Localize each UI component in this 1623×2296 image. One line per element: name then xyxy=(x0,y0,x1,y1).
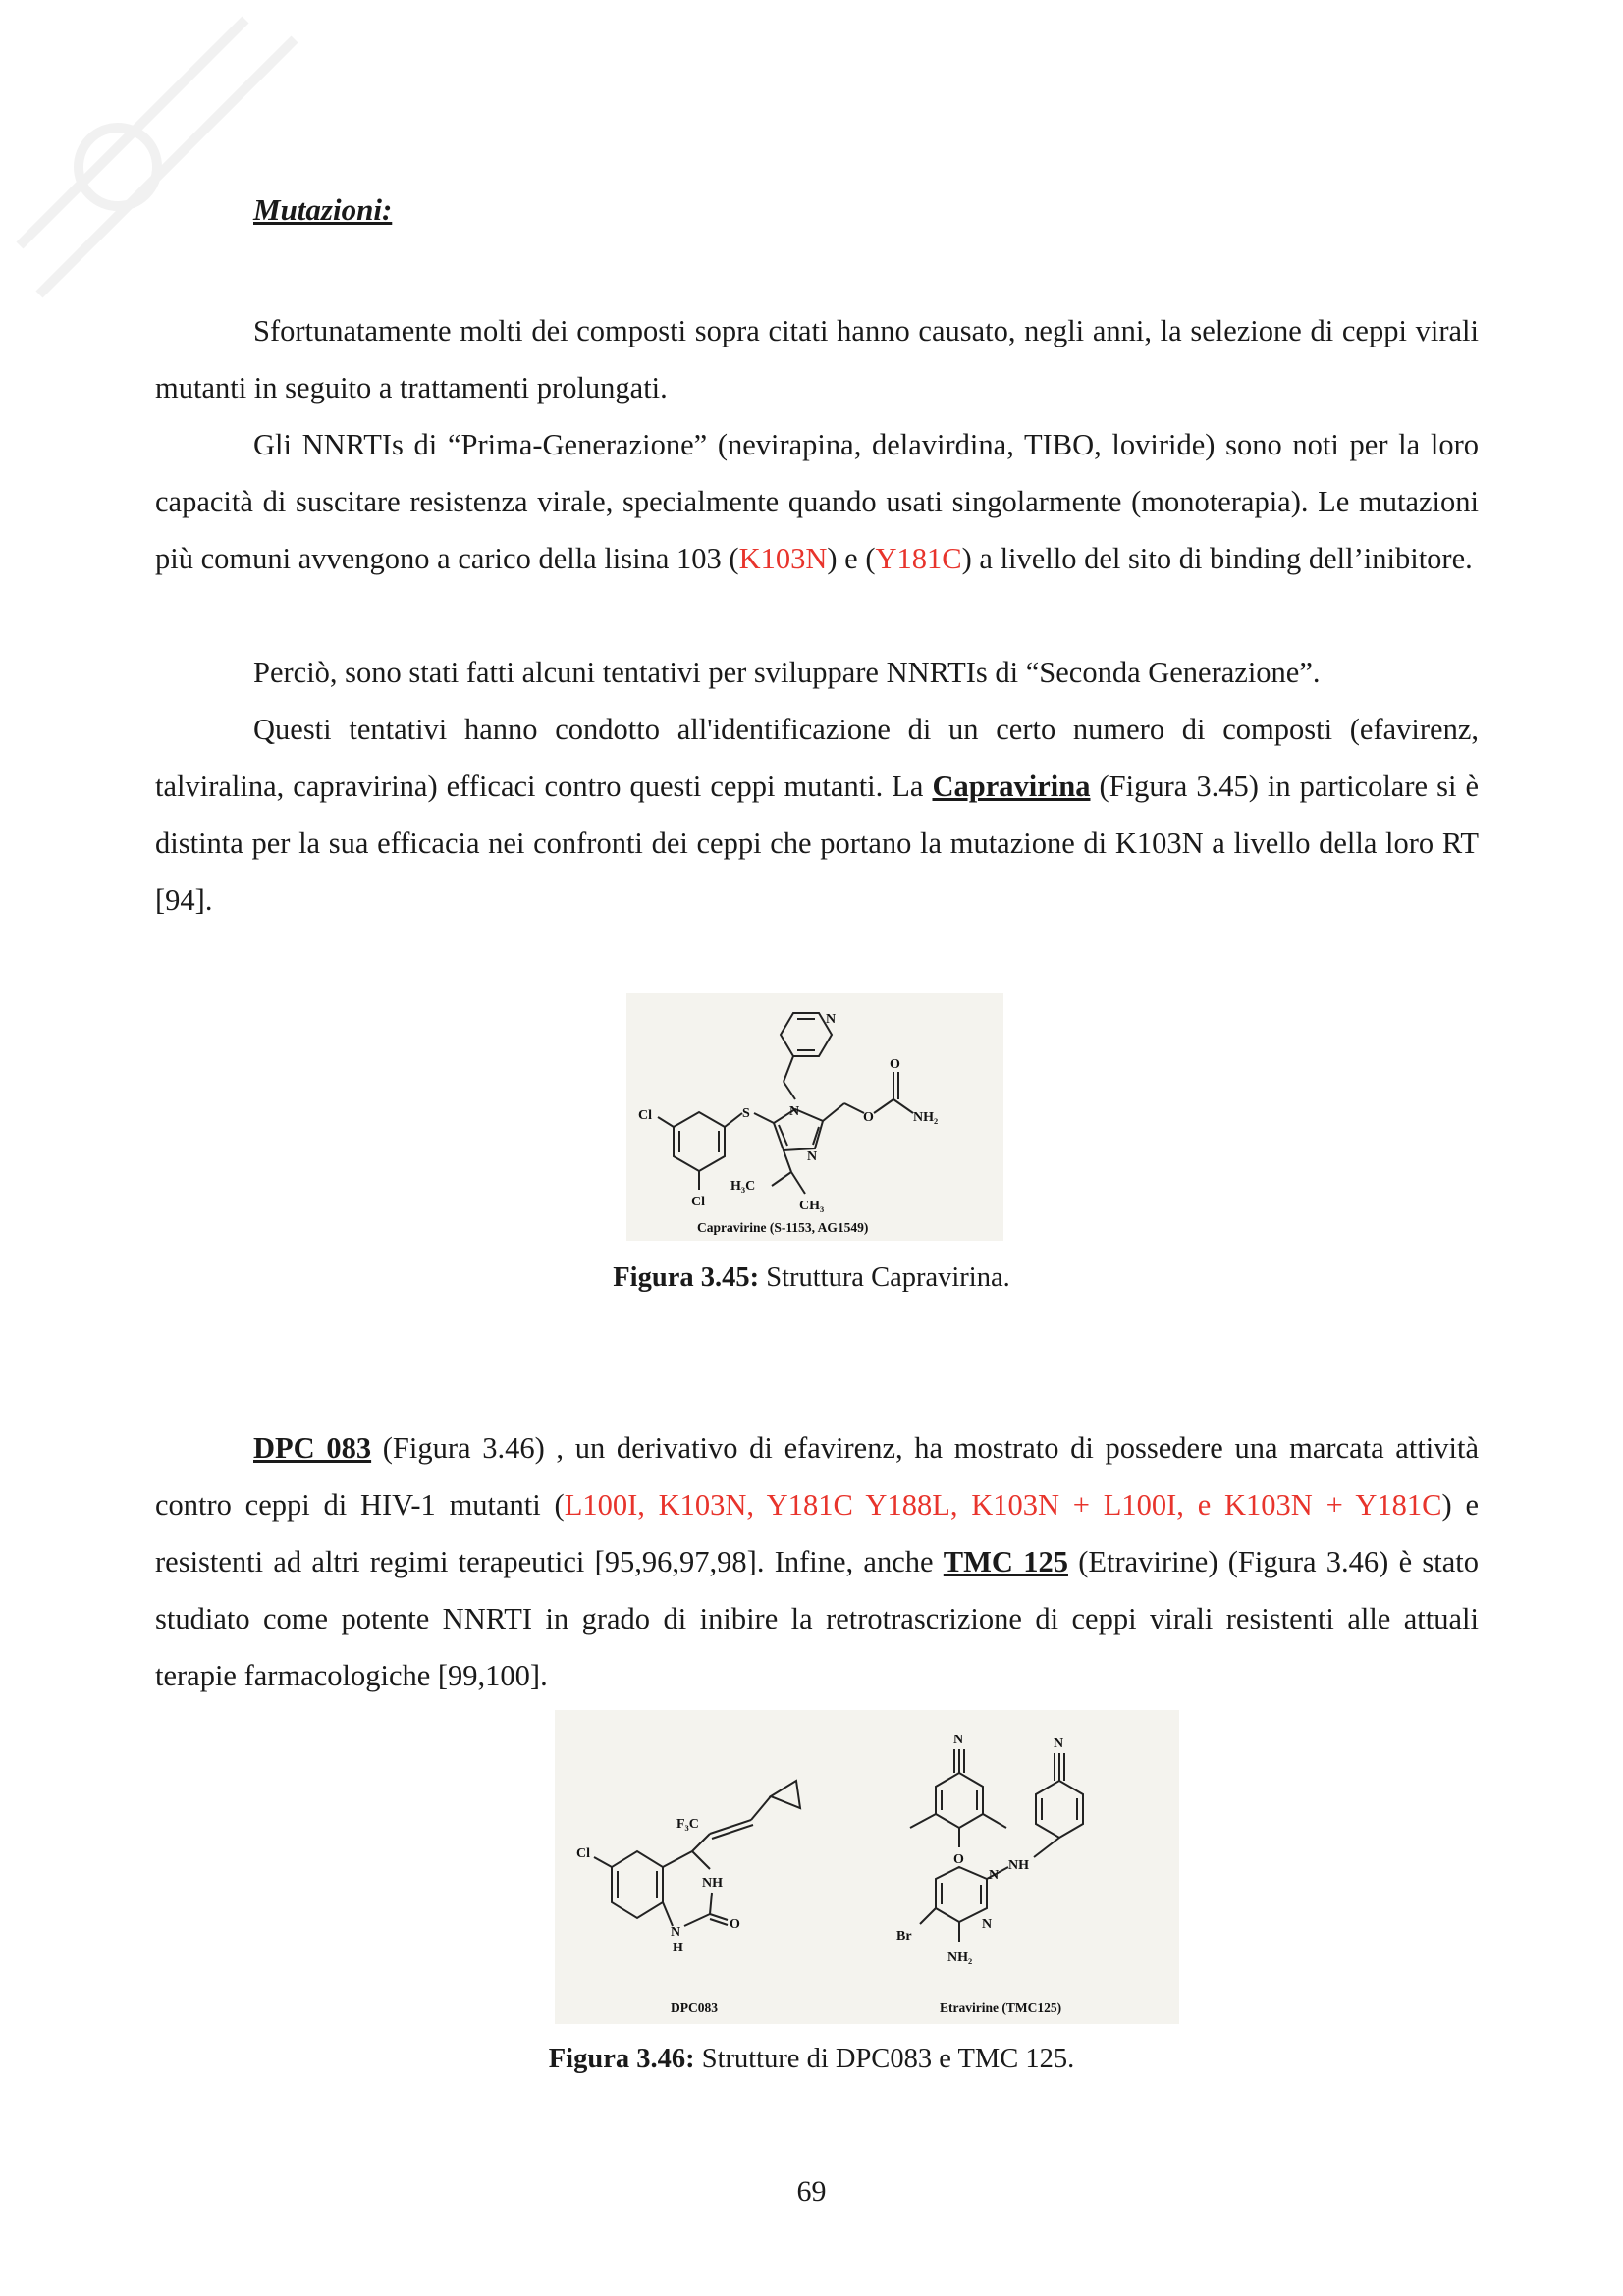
label-o: O xyxy=(730,1917,740,1932)
label-nh2: NH₂ xyxy=(913,1110,939,1125)
caption-text: Struttura Capravirina. xyxy=(759,1262,1010,1293)
caption-text: Strutture di DPC083 e TMC 125. xyxy=(694,2044,1075,2074)
label-nh2: NH₂ xyxy=(947,1950,973,1965)
paragraph-5-text-a: (Figura 3.46) , un derivativo di efavirenz, ha mostrato di possedere una marcata attività contro ceppi di HIV-1 mutanti ( xyxy=(155,1431,1480,1522)
paragraph-4 xyxy=(155,701,1479,929)
paragraph-5-text-b: ) e resistenti ad altri regimi terapeutici [95,96,97,98]. Infine, anche xyxy=(155,1488,1479,1578)
paragraph-2 xyxy=(155,416,1479,587)
label-o-carbonyl: O xyxy=(890,1057,900,1072)
etravirine-image-label: Etravirine (TMC125) xyxy=(940,2001,1062,2015)
paragraph-1: Sfortunatamente molti dei composti sopra citati hanno causato, negli anni, la selezione di ceppi virali mutanti in seguito a trattamenti prolungati. xyxy=(155,314,1479,404)
label-n-top-right: N xyxy=(1054,1736,1064,1751)
capravirine-structure xyxy=(626,993,1003,1241)
label-nh: NH xyxy=(702,1876,723,1891)
page-number: 69 xyxy=(796,2175,827,2208)
paragraph-4-text-a: Questi tentativi hanno condotto all'identificazione di un certo numero di composti (efavirenz, talviralina, capravirina) efficaci contro questi ceppi mutanti. La xyxy=(155,713,1479,803)
label-n-ring2: N xyxy=(982,1917,993,1932)
paragraph-5-text-c: (Etravirine) (Figura 3.46) è stato studiato come potente NNRTI in grado di inibire la retrotrascrizione di ceppi virali resistenti alle attuali terapie farmacologiche [99,100]. xyxy=(155,1545,1479,1692)
paragraph-3: Perciò, sono stati fatti alcuni tentativi per sviluppare NNRTIs di “Seconda Generazione”. xyxy=(253,656,1321,689)
figure-3-45-caption xyxy=(0,1262,1623,1294)
label-o-ester: O xyxy=(863,1110,874,1125)
label-br: Br xyxy=(896,1929,912,1944)
paragraph-4-text-b: (Figura 3.45) in particolare si è distinta per la sua efficacia nei confronti dei ceppi che portano la mutazione di K103N a livello della loro RT [94]. xyxy=(155,770,1479,917)
dpc083-tmc125-structures xyxy=(555,1710,1179,2024)
figure-dpc083-tmc125 xyxy=(555,1710,1179,2024)
mutation-list: L100I, K103N, Y181C Y188L, K103N + L100I, e K103N + Y181C xyxy=(564,1488,1442,1522)
figure-3-46-caption xyxy=(0,2044,1623,2075)
label-n-pyridine: N xyxy=(826,1012,837,1027)
label-h3c: H₃C xyxy=(730,1179,756,1194)
label-o-link: O xyxy=(953,1852,964,1867)
label-s: S xyxy=(742,1106,750,1121)
label-nh-link: NH xyxy=(1008,1858,1029,1873)
label-cl-top: Cl xyxy=(638,1108,652,1123)
figure-capravirine xyxy=(626,993,1003,1241)
label-n: N xyxy=(671,1925,681,1940)
dpc083-image-label: DPC083 xyxy=(671,2001,718,2015)
label-n-ring1: N xyxy=(989,1868,1000,1883)
label-ch3: CH₃ xyxy=(799,1199,825,1213)
label-f3c: F₃C xyxy=(676,1817,699,1832)
section-heading: Mutazioni: xyxy=(253,192,393,227)
capravirine-image-label: Capravirine (S-1153, AG1549) xyxy=(697,1220,869,1235)
caption-label: Figura 3.46: xyxy=(548,2044,695,2074)
label-h: H xyxy=(673,1941,683,1955)
label-n1: N xyxy=(789,1104,800,1119)
label-cl-bottom: Cl xyxy=(691,1195,705,1209)
label-n-top-left: N xyxy=(953,1733,964,1747)
caption-label: Figura 3.45: xyxy=(613,1262,760,1293)
label-n2: N xyxy=(807,1149,818,1164)
dpc083-term: DPC 083 xyxy=(253,1431,372,1465)
paragraph-2-text-a: Gli NNRTIs di “Prima-Generazione” (nevirapina, delavirdina, TIBO, loviride) sono noti per la loro capacità di suscitare resistenza virale, specialmente quando usati singolarmente (monoterapia). Le mutazioni più comuni avvengono a carico della lisina 103 ( xyxy=(155,428,1479,575)
paragraph-2-text-b: ) e ( xyxy=(827,542,876,575)
paragraph-5 xyxy=(155,1419,1479,1704)
watermark xyxy=(0,0,324,324)
tmc125-term: TMC 125 xyxy=(943,1545,1068,1578)
paragraph-2-text-c: ) a livello del sito di binding dell’inibitore. xyxy=(961,542,1473,575)
label-cl: Cl xyxy=(576,1846,590,1861)
capravirina-term: Capravirina xyxy=(932,770,1091,803)
mutation-k103n: K103N xyxy=(738,542,828,575)
mutation-y181c: Y181C xyxy=(875,542,962,575)
